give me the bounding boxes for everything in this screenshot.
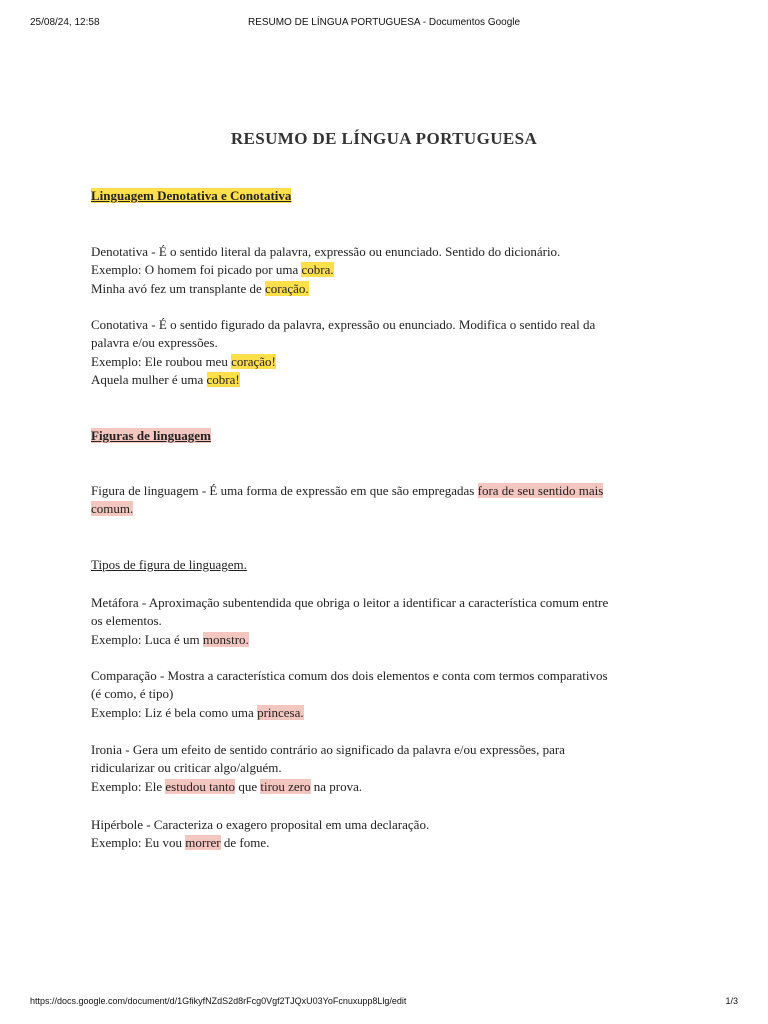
highlight-yellow: coração. bbox=[265, 280, 309, 296]
metafora-line-1: Metáfora - Aproximação subentendida que obriga o leitor a identificar a característica comum entre bbox=[91, 595, 609, 610]
conotativa-definition-line-1: Conotativa - É o sentido figurado da palavra, expressão ou enunciado. Modifica o sentido real da bbox=[91, 317, 596, 332]
highlight-pink: morrer bbox=[185, 835, 221, 851]
ironia-line-2: ridicularizar ou criticar algo/alguém. bbox=[91, 760, 282, 776]
ironia-line-1: Ironia - Gera um efeito de sentido contrário ao significado da palavra e/ou expressões, para bbox=[91, 742, 565, 757]
conotativa-example-1: Exemplo: Ele roubou meu coração! bbox=[91, 353, 276, 369]
conotativa-example-2: Aquela mulher é uma cobra! bbox=[91, 371, 240, 387]
ironia-example: Exemplo: Ele estudou tanto que tirou zero na prova. bbox=[91, 778, 363, 794]
conotativa-paragraph bbox=[91, 316, 681, 389]
figura-definition-line-1: Figura de linguagem - É uma forma de expressão em que são empregadas fora de seu sentido mais bbox=[91, 483, 604, 498]
denotativa-example-1: Exemplo: O homem foi picado por uma cobra. bbox=[91, 262, 334, 278]
highlight-yellow: coração! bbox=[231, 353, 276, 369]
highlight-pink: fora de seu sentido mais bbox=[477, 483, 604, 498]
highlight-pink: tirou zero bbox=[260, 778, 311, 794]
document-title: RESUMO DE LÍNGUA PORTUGUESA bbox=[230, 129, 538, 148]
page-number: 1/3 bbox=[725, 996, 738, 1006]
conotativa-definition-line-2: palavra e/ou expressões. bbox=[91, 335, 218, 351]
figura-definition-line-2 bbox=[91, 500, 681, 518]
highlight-pink: princesa. bbox=[257, 704, 304, 720]
print-page-title: RESUMO DE LÍNGUA PORTUGUESA - Documentos Google bbox=[247, 17, 521, 28]
section-heading-label: Linguagem Denotativa e Conotativa bbox=[91, 188, 292, 203]
section-heading-denotativa-conotativa bbox=[91, 187, 291, 205]
highlight-yellow: cobra. bbox=[301, 262, 334, 278]
highlight-pink: estudou tanto bbox=[165, 778, 236, 794]
print-header bbox=[30, 17, 738, 31]
hiperbole-paragraph bbox=[91, 816, 681, 853]
metafora-example: Exemplo: Luca é um monstro. bbox=[91, 631, 249, 647]
highlight-pink: comum. bbox=[91, 501, 134, 517]
metafora-paragraph bbox=[91, 594, 681, 649]
section-heading-figuras bbox=[91, 427, 211, 445]
comparacao-example: Exemplo: Liz é bela como uma princesa. bbox=[91, 704, 304, 720]
denotativa-example-2: Minha avó fez um transplante de coração. bbox=[91, 280, 309, 296]
print-url: https://docs.google.com/document/d/1GfikyfNZdS2d8rFcg0Vgf2TJQxU03YoFcnuxupp8Llg/edit bbox=[30, 996, 407, 1006]
comparacao-line-1: Comparação - Mostra a característica comum dos dois elementos e conta com termos comparativos bbox=[91, 668, 608, 683]
types-heading: Tipos de figura de linguagem. bbox=[91, 557, 247, 572]
highlight-pink: monstro. bbox=[202, 631, 249, 647]
hiperbole-example: Exemplo: Eu vou morrer de fome. bbox=[91, 835, 270, 851]
ironia-paragraph bbox=[91, 741, 681, 796]
print-timestamp: 25/08/24, 12:58 bbox=[30, 17, 100, 28]
highlight-yellow: cobra! bbox=[206, 371, 240, 387]
metafora-line-2: os elementos. bbox=[91, 613, 162, 629]
print-footer bbox=[30, 996, 738, 1010]
section-heading-label: Figuras de linguagem bbox=[91, 428, 211, 443]
denotativa-definition: Denotativa - É o sentido literal da palavra, expressão ou enunciado. Sentido do dicionário. bbox=[91, 244, 561, 259]
hiperbole-line-1: Hipérbole - Caracteriza o exagero proposital em uma declaração. bbox=[91, 817, 430, 832]
comparacao-line-2: (é como, é tipo) bbox=[91, 686, 174, 702]
denotativa-paragraph bbox=[91, 243, 681, 298]
comparacao-paragraph bbox=[91, 667, 681, 722]
figura-definition-paragraph bbox=[91, 482, 681, 519]
